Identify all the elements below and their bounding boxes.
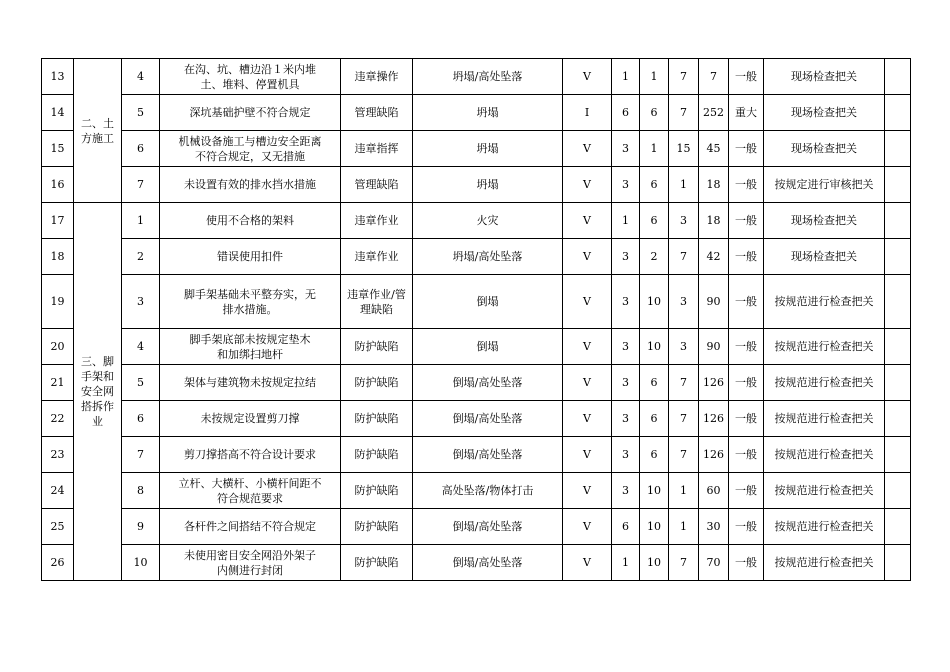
hazard-content-text: 深坑基础护壁不符合规定	[189, 106, 311, 119]
row-number-cell: 13	[42, 59, 74, 95]
cause-cell: 违章指挥	[341, 131, 413, 167]
hazard-content-text: 机械设备施工与槽边安全距离不符合规定，又无措施	[178, 134, 322, 163]
risk-score-cell: 18	[699, 167, 729, 203]
item-number-cell: 10	[122, 545, 160, 581]
hazard-content-cell	[160, 365, 341, 401]
remark-cell	[885, 401, 911, 437]
row-number-cell: 25	[42, 509, 74, 545]
risk-score-cell: 126	[699, 365, 729, 401]
row-number-cell: 20	[42, 329, 74, 365]
consequence-cell: 7	[669, 365, 699, 401]
table-row	[42, 401, 911, 437]
risk-grade-cell: 一般	[729, 131, 764, 167]
hazard-content-text: 错误使用扣件	[217, 250, 283, 263]
consequence-cell: 3	[669, 203, 699, 239]
table-row	[42, 239, 911, 275]
risk-score-cell: 90	[699, 329, 729, 365]
table-row	[42, 545, 911, 581]
likelihood-cell: 6	[612, 509, 640, 545]
table-row	[42, 95, 911, 131]
control-measure-cell: 按规定进行审核把关	[764, 167, 885, 203]
item-number-cell: 5	[122, 365, 160, 401]
exposure-cell: 6	[640, 437, 669, 473]
level-cell: Ⅴ	[563, 275, 612, 329]
consequence-cell: 1	[669, 473, 699, 509]
consequence-cell: 15	[669, 131, 699, 167]
hazard-content-cell	[160, 437, 341, 473]
control-measure-cell: 按规范进行检查把关	[764, 329, 885, 365]
table-body	[42, 59, 911, 581]
likelihood-cell: 3	[612, 239, 640, 275]
exposure-cell: 10	[640, 545, 669, 581]
risk-score-cell: 7	[699, 59, 729, 95]
cause-cell: 管理缺陷	[341, 167, 413, 203]
row-number-cell: 15	[42, 131, 74, 167]
risk-score-cell: 60	[699, 473, 729, 509]
hazard-content-cell	[160, 473, 341, 509]
hazard-content-cell	[160, 401, 341, 437]
risk-score-cell: 30	[699, 509, 729, 545]
table-row	[42, 509, 911, 545]
consequence-cell: 7	[669, 545, 699, 581]
consequence-cell: 7	[669, 401, 699, 437]
remark-cell	[885, 167, 911, 203]
accident-type-cell: 坍塌/高处坠落	[413, 59, 563, 95]
level-cell: Ⅴ	[563, 473, 612, 509]
risk-grade-cell: 一般	[729, 239, 764, 275]
level-cell: Ⅴ	[563, 329, 612, 365]
item-number-cell: 6	[122, 401, 160, 437]
category-label: 二、土方施工	[81, 116, 114, 145]
hazard-content-cell	[160, 329, 341, 365]
risk-grade-cell: 一般	[729, 365, 764, 401]
hazard-content-text: 未设置有效的排水挡水措施	[184, 178, 316, 191]
risk-grade-cell: 一般	[729, 203, 764, 239]
control-measure-cell: 按规范进行检查把关	[764, 401, 885, 437]
risk-score-cell: 70	[699, 545, 729, 581]
likelihood-cell: 6	[612, 95, 640, 131]
risk-grade-cell: 一般	[729, 437, 764, 473]
hazard-content-cell	[160, 59, 341, 95]
hazard-content-cell	[160, 95, 341, 131]
level-cell: Ⅰ	[563, 95, 612, 131]
item-number-cell: 9	[122, 509, 160, 545]
item-number-cell: 1	[122, 203, 160, 239]
hazard-content-cell	[160, 275, 341, 329]
consequence-cell: 7	[669, 59, 699, 95]
cause-cell: 管理缺陷	[341, 95, 413, 131]
accident-type-cell: 倒塌	[413, 275, 563, 329]
control-measure-cell: 现场检查把关	[764, 59, 885, 95]
exposure-cell: 6	[640, 203, 669, 239]
cause-cell: 违章作业	[341, 203, 413, 239]
consequence-cell: 7	[669, 95, 699, 131]
risk-score-cell: 18	[699, 203, 729, 239]
remark-cell	[885, 59, 911, 95]
control-measure-cell: 现场检查把关	[764, 131, 885, 167]
risk-score-cell: 126	[699, 401, 729, 437]
table-row	[42, 473, 911, 509]
accident-type-cell: 坍塌	[413, 95, 563, 131]
remark-cell	[885, 437, 911, 473]
exposure-cell: 6	[640, 167, 669, 203]
level-cell: Ⅴ	[563, 131, 612, 167]
hazard-content-cell	[160, 167, 341, 203]
hazard-content-text: 脚手架底部未按规定垫木和加绑扫地杆	[189, 332, 311, 361]
hazard-content-cell	[160, 203, 341, 239]
likelihood-cell: 3	[612, 365, 640, 401]
likelihood-cell: 3	[612, 167, 640, 203]
hazard-content-text: 架体与建筑物未按规定拉结	[184, 376, 316, 389]
level-cell: Ⅴ	[563, 509, 612, 545]
risk-grade-cell: 一般	[729, 275, 764, 329]
exposure-cell: 10	[640, 509, 669, 545]
hazard-content-text: 在沟、坑、槽边沿１米内堆土、堆料、停置机具	[184, 62, 316, 91]
likelihood-cell: 1	[612, 203, 640, 239]
exposure-cell: 10	[640, 275, 669, 329]
consequence-cell: 7	[669, 437, 699, 473]
accident-type-cell: 坍塌	[413, 131, 563, 167]
hazard-content-cell	[160, 509, 341, 545]
remark-cell	[885, 203, 911, 239]
row-number-cell: 18	[42, 239, 74, 275]
exposure-cell: 2	[640, 239, 669, 275]
control-measure-cell: 现场检查把关	[764, 95, 885, 131]
risk-score-cell: 252	[699, 95, 729, 131]
table-row	[42, 203, 911, 239]
risk-grade-cell: 重大	[729, 95, 764, 131]
exposure-cell: 10	[640, 473, 669, 509]
row-number-cell: 23	[42, 437, 74, 473]
table-row	[42, 275, 911, 329]
exposure-cell: 6	[640, 401, 669, 437]
hazard-content-text: 各杆件之间搭结不符合规定	[184, 520, 316, 533]
cause-cell: 防护缺陷	[341, 509, 413, 545]
accident-type-cell: 高处坠落/物体打击	[413, 473, 563, 509]
category-label: 三、脚手架和安全网搭拆作业	[81, 355, 114, 428]
cause-cell: 防护缺陷	[341, 329, 413, 365]
level-cell: Ⅴ	[563, 167, 612, 203]
item-number-cell: 3	[122, 275, 160, 329]
consequence-cell: 3	[669, 329, 699, 365]
risk-grade-cell: 一般	[729, 509, 764, 545]
item-number-cell: 7	[122, 167, 160, 203]
accident-type-cell: 倒塌/高处坠落	[413, 545, 563, 581]
table-row	[42, 437, 911, 473]
control-measure-cell: 按规范进行检查把关	[764, 509, 885, 545]
accident-type-cell: 倒塌/高处坠落	[413, 437, 563, 473]
accident-type-cell: 火灾	[413, 203, 563, 239]
item-number-cell: 7	[122, 437, 160, 473]
level-cell: Ⅴ	[563, 365, 612, 401]
consequence-cell: 1	[669, 167, 699, 203]
level-cell: Ⅴ	[563, 239, 612, 275]
row-number-cell: 17	[42, 203, 74, 239]
level-cell: Ⅴ	[563, 401, 612, 437]
hazard-content-text: 立杆、大横杆、小横杆间距不符合规范要求	[178, 476, 322, 505]
likelihood-cell: 3	[612, 401, 640, 437]
risk-score-cell: 42	[699, 239, 729, 275]
cause-cell: 防护缺陷	[341, 473, 413, 509]
control-measure-cell: 按规范进行检查把关	[764, 545, 885, 581]
remark-cell	[885, 545, 911, 581]
row-number-cell: 24	[42, 473, 74, 509]
category-cell	[74, 203, 122, 581]
remark-cell	[885, 95, 911, 131]
risk-grade-cell: 一般	[729, 545, 764, 581]
remark-cell	[885, 329, 911, 365]
hazard-content-cell	[160, 239, 341, 275]
row-number-cell: 19	[42, 275, 74, 329]
table-row	[42, 365, 911, 401]
category-cell	[74, 59, 122, 203]
likelihood-cell: 3	[612, 473, 640, 509]
consequence-cell: 3	[669, 275, 699, 329]
item-number-cell: 5	[122, 95, 160, 131]
table-row	[42, 329, 911, 365]
item-number-cell: 2	[122, 239, 160, 275]
control-measure-cell: 按规范进行检查把关	[764, 437, 885, 473]
likelihood-cell: 1	[612, 59, 640, 95]
remark-cell	[885, 365, 911, 401]
row-number-cell: 14	[42, 95, 74, 131]
control-measure-cell: 现场检查把关	[764, 239, 885, 275]
row-number-cell: 22	[42, 401, 74, 437]
risk-score-cell: 126	[699, 437, 729, 473]
risk-grade-cell: 一般	[729, 473, 764, 509]
likelihood-cell: 3	[612, 131, 640, 167]
risk-grade-cell: 一般	[729, 329, 764, 365]
hazard-content-text: 使用不合格的架料	[206, 214, 294, 227]
item-number-cell: 4	[122, 329, 160, 365]
accident-type-cell: 倒塌/高处坠落	[413, 365, 563, 401]
risk-score-cell: 45	[699, 131, 729, 167]
accident-type-cell: 倒塌	[413, 329, 563, 365]
remark-cell	[885, 509, 911, 545]
row-number-cell: 26	[42, 545, 74, 581]
remark-cell	[885, 275, 911, 329]
exposure-cell: 1	[640, 59, 669, 95]
cause-cell: 违章操作	[341, 59, 413, 95]
hazard-content-cell	[160, 545, 341, 581]
control-measure-cell: 按规范进行检查把关	[764, 365, 885, 401]
risk-grade-cell: 一般	[729, 167, 764, 203]
consequence-cell: 7	[669, 239, 699, 275]
cause-cell: 防护缺陷	[341, 545, 413, 581]
row-number-cell: 16	[42, 167, 74, 203]
hazard-content-text: 未按规定设置剪刀撑	[200, 412, 300, 425]
item-number-cell: 4	[122, 59, 160, 95]
risk-grade-cell: 一般	[729, 401, 764, 437]
cause-cell: 违章作业/管理缺陷	[341, 275, 413, 329]
table-row	[42, 59, 911, 95]
table-row	[42, 131, 911, 167]
level-cell: Ⅴ	[563, 437, 612, 473]
level-cell: Ⅴ	[563, 59, 612, 95]
risk-grade-cell: 一般	[729, 59, 764, 95]
cause-cell: 防护缺陷	[341, 365, 413, 401]
accident-type-cell: 坍塌/高处坠落	[413, 239, 563, 275]
item-number-cell: 6	[122, 131, 160, 167]
likelihood-cell: 1	[612, 545, 640, 581]
remark-cell	[885, 473, 911, 509]
likelihood-cell: 3	[612, 437, 640, 473]
likelihood-cell: 3	[612, 275, 640, 329]
item-number-cell: 8	[122, 473, 160, 509]
exposure-cell: 6	[640, 95, 669, 131]
exposure-cell: 1	[640, 131, 669, 167]
hazard-content-text: 剪刀撑搭高不符合设计要求	[184, 448, 316, 461]
control-measure-cell: 按规范进行检查把关	[764, 473, 885, 509]
hazard-content-cell	[160, 131, 341, 167]
exposure-cell: 6	[640, 365, 669, 401]
cause-cell: 防护缺陷	[341, 401, 413, 437]
hazard-content-text: 脚手架基础未平整夯实，无排水措施。	[184, 287, 316, 316]
likelihood-cell: 3	[612, 329, 640, 365]
level-cell: Ⅴ	[563, 203, 612, 239]
row-number-cell: 21	[42, 365, 74, 401]
cause-cell: 违章作业	[341, 239, 413, 275]
remark-cell	[885, 131, 911, 167]
remark-cell	[885, 239, 911, 275]
table-row	[42, 167, 911, 203]
accident-type-cell: 倒塌/高处坠落	[413, 509, 563, 545]
accident-type-cell: 坍塌	[413, 167, 563, 203]
exposure-cell: 10	[640, 329, 669, 365]
cause-cell: 防护缺陷	[341, 437, 413, 473]
consequence-cell: 1	[669, 509, 699, 545]
risk-score-cell: 90	[699, 275, 729, 329]
control-measure-cell: 按规范进行检查把关	[764, 275, 885, 329]
level-cell: Ⅴ	[563, 545, 612, 581]
hazard-table	[41, 58, 911, 581]
accident-type-cell: 倒塌/高处坠落	[413, 401, 563, 437]
control-measure-cell: 现场检查把关	[764, 203, 885, 239]
hazard-content-text: 未使用密目安全网沿外架子内侧进行封闭	[184, 548, 316, 577]
